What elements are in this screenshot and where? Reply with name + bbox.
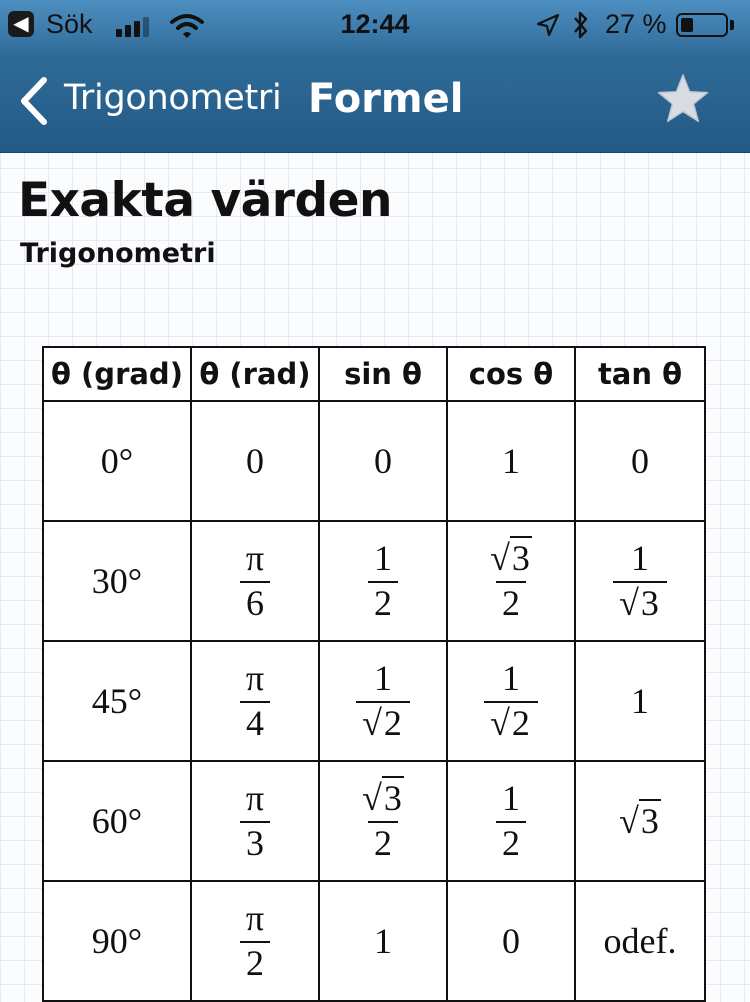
column-header-cos: cos θ	[447, 347, 575, 401]
value: 1	[631, 681, 649, 721]
value: odef.	[603, 921, 677, 961]
cell-tan	[575, 401, 705, 521]
fraction	[368, 537, 398, 623]
sqrt-expression	[619, 799, 661, 841]
location-arrow-icon	[536, 13, 560, 37]
numerator: π	[245, 897, 265, 938]
cell-cos	[447, 761, 575, 881]
table-row	[43, 641, 705, 761]
column-header-degrees: θ (grad)	[43, 347, 191, 401]
fraction	[356, 657, 410, 743]
table-row	[43, 881, 705, 1001]
cell-tan	[575, 761, 705, 881]
battery-tip	[730, 20, 734, 30]
numerator: 1	[630, 537, 649, 578]
numerator: π	[245, 657, 265, 698]
fraction	[484, 657, 538, 743]
fraction	[484, 537, 538, 623]
cell-rad	[191, 641, 319, 761]
numerator: π	[245, 777, 265, 818]
table-row	[43, 761, 705, 881]
return-to-app-icon[interactable]: ◀	[8, 11, 34, 37]
fraction	[240, 657, 270, 743]
numerator: 1	[501, 657, 520, 698]
cell-tan	[575, 641, 705, 761]
battery-icon	[676, 13, 728, 37]
cell-rad	[191, 761, 319, 881]
cell-rad	[191, 881, 319, 1001]
fraction	[496, 777, 526, 863]
status-time: 12:44	[340, 9, 410, 39]
page-subtitle: Trigonometri	[20, 238, 216, 269]
radical-sign-icon: √	[362, 702, 382, 743]
cell-cos	[447, 641, 575, 761]
cell-degrees: 0°	[43, 401, 191, 521]
column-header-radians: θ (rad)	[191, 347, 319, 401]
denominator: 2	[368, 581, 398, 623]
value: 0	[246, 441, 264, 481]
numerator: 1	[502, 777, 520, 818]
table-row	[43, 521, 705, 641]
cell-sin	[319, 521, 447, 641]
cell-sin	[319, 881, 447, 1001]
status-bar	[0, 0, 750, 52]
column-header-sin: sin θ	[319, 347, 447, 401]
fraction	[240, 537, 270, 623]
denominator: 2	[496, 581, 526, 623]
page-title: Exakta värden	[18, 173, 392, 228]
denominator	[356, 701, 410, 743]
bluetooth-icon	[572, 10, 590, 40]
table-row	[43, 401, 705, 521]
cell-sin	[319, 761, 447, 881]
cell-degrees: 45°	[43, 641, 191, 761]
numerator: 1	[374, 537, 392, 578]
radical-sign-icon: √	[619, 582, 639, 623]
fraction	[240, 897, 270, 983]
denominator	[484, 701, 538, 743]
cell-cos	[447, 881, 575, 1001]
radicand: 3	[640, 582, 659, 623]
fraction	[356, 777, 410, 863]
cell-sin	[319, 641, 447, 761]
fraction	[613, 537, 667, 623]
value: 0	[502, 921, 520, 961]
exact-values-table	[42, 346, 706, 1002]
cell-tan	[575, 881, 705, 1001]
fraction	[240, 777, 270, 863]
cell-rad	[191, 521, 319, 641]
radicand: 3	[640, 801, 659, 841]
sqrt-expression	[362, 776, 404, 818]
sqrt-expression	[619, 581, 661, 623]
radicand: 3	[511, 537, 530, 578]
cell-degrees: 30°	[43, 521, 191, 641]
value: 0	[631, 441, 649, 481]
sqrt-expression	[490, 701, 532, 743]
radicand: 3	[383, 777, 402, 818]
denominator: 2	[240, 941, 270, 983]
carrier-label[interactable]: Sök	[46, 9, 93, 39]
cell-cos	[447, 401, 575, 521]
denominator: 2	[496, 821, 526, 863]
sqrt-expression	[490, 536, 532, 578]
nav-title: Formel	[308, 76, 464, 122]
cell-degrees: 90°	[43, 881, 191, 1001]
numerator	[484, 537, 538, 581]
numerator	[356, 777, 410, 821]
radicand: 2	[511, 702, 530, 743]
denominator: 6	[240, 581, 270, 623]
radical-sign-icon: √	[490, 702, 510, 743]
navigation-header	[0, 0, 750, 153]
battery-percentage: 27 %	[605, 9, 667, 39]
value: 0	[374, 441, 392, 481]
table-header-row	[43, 347, 705, 401]
denominator: 4	[240, 701, 270, 743]
star-icon[interactable]	[655, 72, 711, 128]
sqrt-expression	[362, 701, 404, 743]
denominator: 2	[368, 821, 398, 863]
denominator: 3	[240, 821, 270, 863]
value: 1	[374, 921, 392, 961]
cell-cos	[447, 521, 575, 641]
cell-sin	[319, 401, 447, 521]
cell-rad	[191, 401, 319, 521]
radical-sign-icon: √	[619, 801, 639, 841]
radical-sign-icon: √	[362, 777, 382, 818]
cell-degrees: 60°	[43, 761, 191, 881]
cell-tan	[575, 521, 705, 641]
back-button[interactable]: Trigonometri	[64, 78, 282, 118]
radical-sign-icon: √	[490, 537, 510, 578]
chevron-left-icon[interactable]	[16, 74, 52, 128]
denominator	[613, 581, 667, 623]
numerator: 1	[373, 657, 392, 698]
column-header-tan: tan θ	[575, 347, 705, 401]
numerator: π	[245, 537, 265, 578]
radicand: 2	[383, 702, 402, 743]
value: 1	[502, 441, 520, 481]
